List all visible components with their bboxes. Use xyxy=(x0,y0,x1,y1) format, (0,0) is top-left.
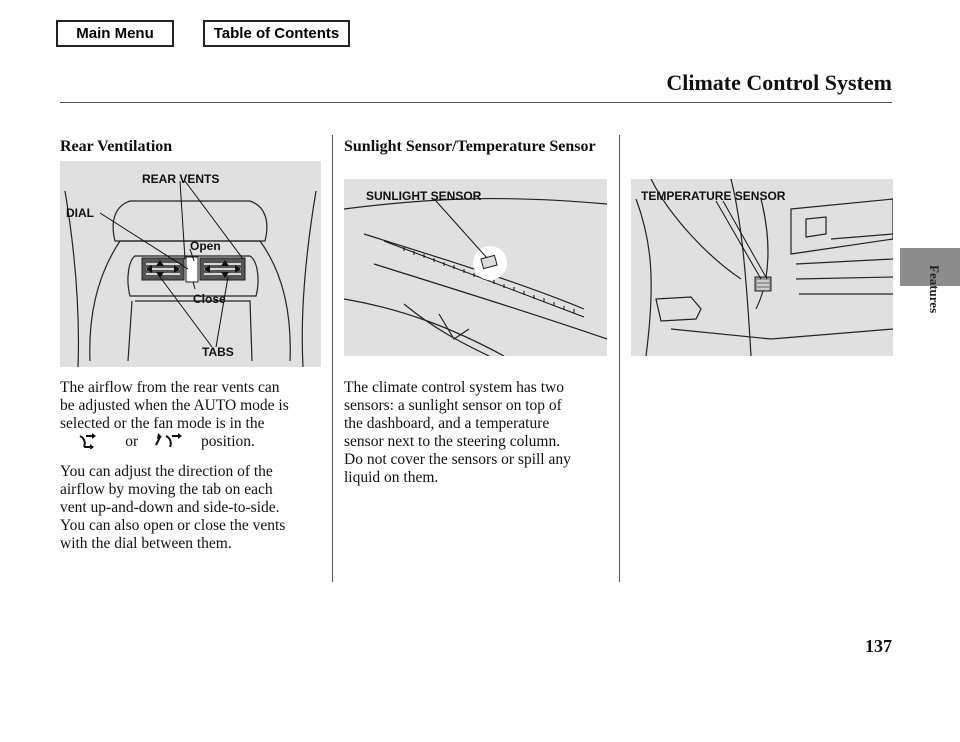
text-line: sensors: a sunlight sensor on top of xyxy=(344,397,562,414)
main-menu-button[interactable]: Main Menu xyxy=(56,20,174,47)
fan-mode-floor-defrost-icon xyxy=(154,433,182,449)
open-callout: Open xyxy=(190,239,221,253)
title-divider xyxy=(60,102,892,103)
temperature-sensor-callout: TEMPERATURE SENSOR xyxy=(641,189,786,203)
rear-vents-callout: REAR VENTS xyxy=(142,172,220,186)
section-tab-label: Features xyxy=(927,265,942,314)
text-line: Do not cover the sensors or spill any xyxy=(344,451,571,468)
text-line: the dashboard, and a temperature xyxy=(344,415,550,432)
temperature-sensor-illustration xyxy=(631,179,893,356)
column-divider-1 xyxy=(332,135,333,582)
text-line: You can also open or close the vents xyxy=(60,517,286,534)
sunlight-sensor-drawing xyxy=(344,179,607,356)
or-text: or xyxy=(125,433,139,450)
sensors-heading: Sunlight Sensor/Temperature Sensor xyxy=(344,138,596,155)
rear-vents-drawing xyxy=(60,161,321,367)
sunlight-sensor-callout: SUNLIGHT SENSOR xyxy=(366,189,482,203)
text-line: be adjusted when the AUTO mode is xyxy=(60,397,289,414)
tabs-callout: TABS xyxy=(202,345,234,359)
text-line: You can adjust the direction of the xyxy=(60,463,273,480)
text-line: sensor next to the steering column. xyxy=(344,433,561,450)
text-line: The airflow from the rear vents can xyxy=(60,379,280,396)
position-text: position. xyxy=(201,433,255,450)
text-line: with the dial between them. xyxy=(60,535,232,552)
sensors-text xyxy=(344,379,612,499)
table-of-contents-button[interactable]: Table of Contents xyxy=(203,20,350,47)
page-number: 137 xyxy=(865,636,892,656)
text-line: selected or the fan mode is in the xyxy=(60,415,265,432)
page-title: Climate Control System xyxy=(666,70,892,95)
temperature-sensor-drawing xyxy=(631,179,893,356)
fan-mode-floor-icon xyxy=(74,433,102,449)
close-callout: Close xyxy=(193,292,226,306)
dial-callout: DIAL xyxy=(66,206,94,220)
text-line: airflow by moving the tab on each xyxy=(60,481,273,498)
rear-ventilation-text xyxy=(60,379,328,565)
rear-ventilation-heading: Rear Ventilation xyxy=(60,138,173,155)
text-line: liquid on them. xyxy=(344,469,439,486)
column-divider-2 xyxy=(619,135,620,582)
text-line: The climate control system has two xyxy=(344,379,564,396)
sunlight-sensor-illustration xyxy=(344,179,607,356)
rear-vents-illustration xyxy=(60,161,321,367)
text-line: vent up-and-down and side-to-side. xyxy=(60,499,280,516)
